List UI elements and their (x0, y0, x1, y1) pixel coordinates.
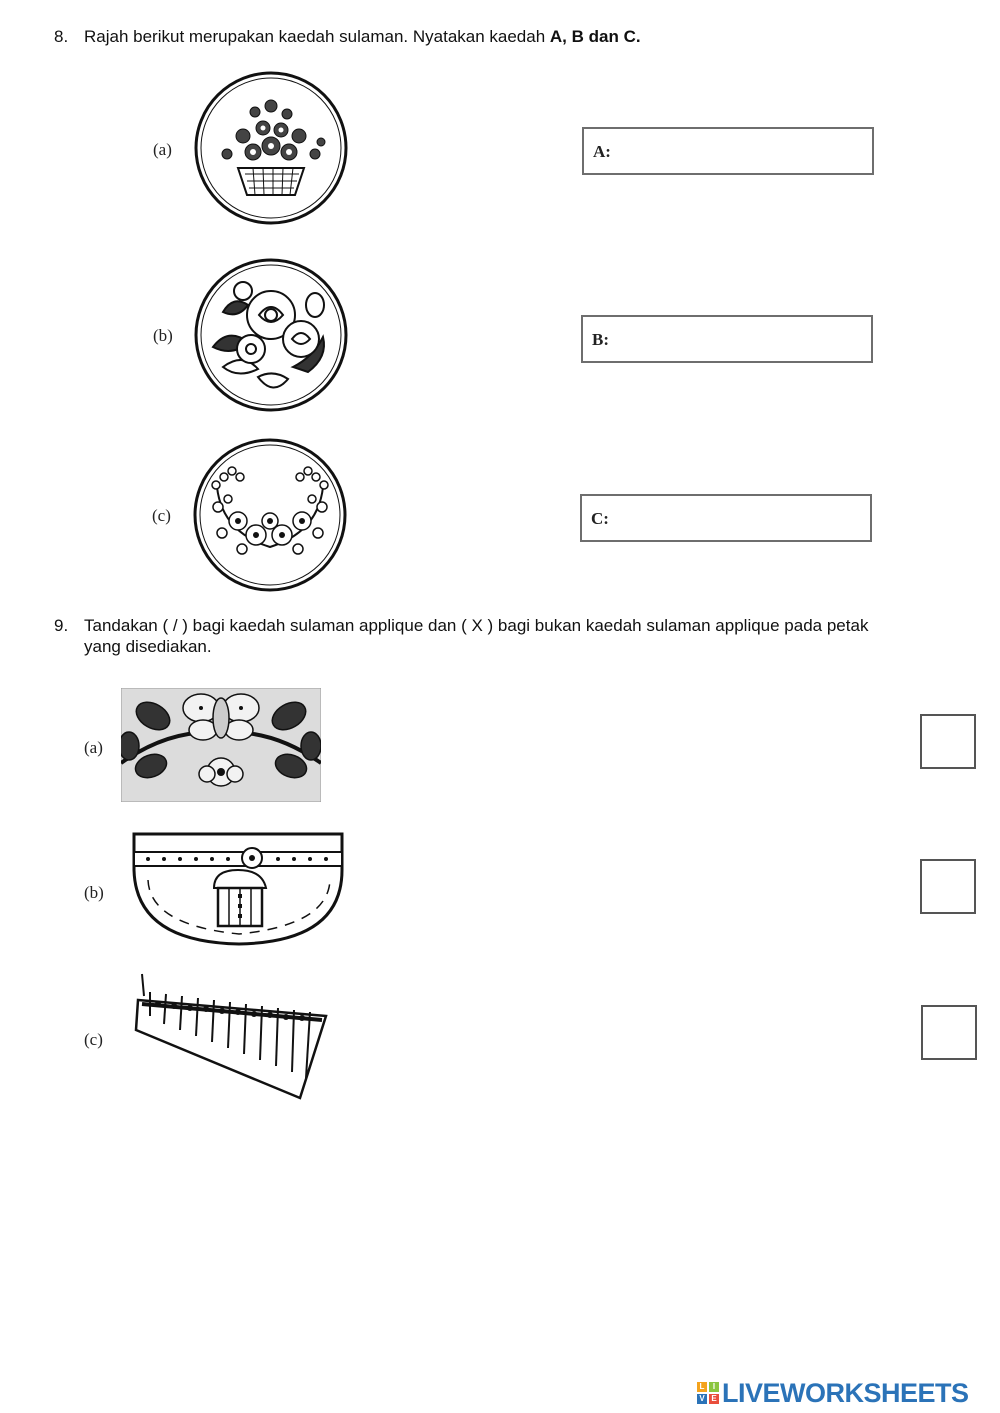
q8-answer-label-c: C: (591, 509, 609, 528)
q8-item-c-label: (c) (152, 506, 171, 525)
question-9-text-line2: yang disediakan. (84, 637, 212, 656)
q8-item-a-label: (a) (153, 140, 172, 159)
q9-checkbox-a[interactable] (920, 714, 976, 769)
question-8-text-bold: A, B dan C. (549, 27, 641, 46)
logo-square-e: E (709, 1394, 719, 1404)
q9-embroidered-edge-image (130, 968, 330, 1102)
question-8 (54, 26, 954, 48)
logo-square-i: I (709, 1382, 719, 1392)
q8-answer-input-a[interactable] (616, 137, 864, 165)
q8-answer-input-c[interactable] (614, 504, 862, 532)
q9-checkbox-c[interactable] (921, 1005, 977, 1060)
question-8-number: 8. (54, 27, 69, 46)
q8-answer-box-b (581, 315, 873, 363)
logo-square-l: L (697, 1382, 707, 1392)
q9-applique-leaves-image (121, 688, 321, 802)
q9-applique-pocket-image (128, 830, 350, 948)
q8-item-b-label: (b) (153, 326, 173, 345)
question-9-number: 9. (54, 616, 69, 635)
q8-embroidery-roses-image (193, 257, 349, 413)
q9-item-c-label: (c) (84, 1030, 103, 1049)
liveworksheets-logo (697, 1377, 969, 1409)
q8-embroidery-basket-image (193, 70, 349, 226)
q8-answer-box-c (580, 494, 872, 542)
logo-square-v: V (697, 1394, 707, 1404)
q8-embroidery-floral-wreath-image (192, 437, 348, 593)
question-9-text-line1: Tandakan ( / ) bagi kaedah sulaman applique dan ( X ) bagi bukan kaedah sulaman applique pada petak (84, 616, 869, 635)
q9-item-a-label: (a) (84, 738, 103, 757)
q8-answer-box-a (582, 127, 874, 175)
q9-item-b-label: (b) (84, 883, 104, 902)
q8-answer-input-b[interactable] (615, 325, 863, 353)
q9-checkbox-b[interactable] (920, 859, 976, 914)
liveworksheets-logo-text: LIVEWORKSHEETS (722, 1377, 969, 1408)
q8-answer-label-a: A: (593, 142, 611, 161)
question-8-text (84, 26, 641, 47)
question-9 (54, 615, 974, 659)
liveworksheets-logo-icon (697, 1382, 719, 1404)
question-8-text-plain: Rajah berikut merupakan kaedah sulaman. Nyatakan kaedah (84, 27, 550, 46)
q8-answer-label-b: B: (592, 330, 609, 349)
